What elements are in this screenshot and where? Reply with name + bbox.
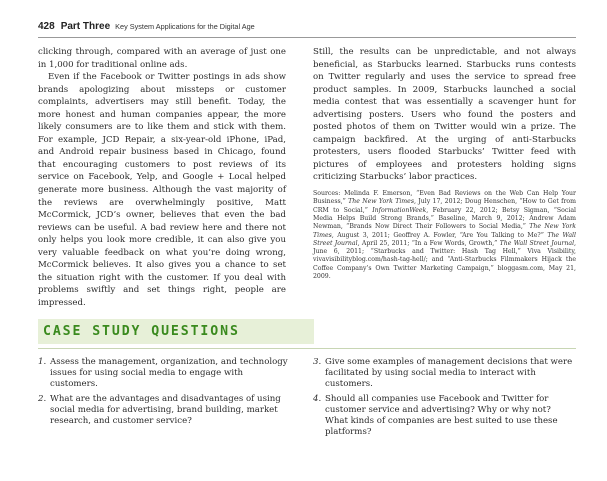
section-title: Key System Applications for the Digital Age: [115, 22, 255, 31]
question-item: [38, 394, 290, 428]
question-text: What are the advantages and disadvantages of using social media for advertising, brand building, market research, and customer service?: [50, 393, 281, 427]
question-text: Assess the management, organization, and technology issues for using social media to engage with customers.: [50, 357, 288, 390]
source-text: June 6, 2011; “Starbucks and Twitter: Hash Tag Hell,” Viva Visibility, vivavisibilityblog.com/hash-tag-hell/; and “Anti-Starbucks Filmmakers Hijack the Coffee Company’s Own Twitter Marketing Campaign,” bloggasm.com, May 21, 2009.: [313, 248, 576, 280]
source-publication: The New York Times,: [313, 223, 576, 239]
question-text: Give some examples of management decisions that were facilitated by using social media to interact with customers.: [325, 357, 573, 390]
source-text: August 3, 2011; Geoffrey A. Fowler, “Are You Talking to Me?”: [337, 231, 544, 239]
right-paragraph: Still, the results can be unpredictable, and not always beneficial, as Starbucks learned. Starbucks runs contests on Twitter regularly and uses the service to spread free product samples. In 2009, Starbucks launched a social media contest that was essentially a scavenger hunt for advertising posters. Users who found the posters and posted photos of them on Twitter would win a prize. The campaign backfired. At the urging of anti-Starbucks protesters, users flooded Starbucks’ Twitter feed with pictures of employees and protesters holding signs criticizing Starbucks’ labor practices.: [313, 47, 576, 183]
page-number: 428: [38, 21, 55, 32]
source-publication: The New York Times,: [348, 198, 416, 206]
question-number: 3.: [313, 357, 322, 367]
source-publication: InformationWeek,: [372, 206, 429, 214]
page-header: [38, 21, 255, 35]
source-text: Melinda F. Emerson, “Even Bad Reviews on the Web Can Help Your Business,”: [313, 190, 577, 206]
sources-label: Sources:: [313, 190, 341, 198]
left-column: [38, 46, 286, 309]
left-paragraph-1: clicking through, compared with an average of just one in 1,000 for traditional online ads.: [38, 47, 286, 70]
case-study-header: [38, 319, 314, 344]
right-column: [313, 46, 576, 281]
questions-right-column: [313, 357, 576, 441]
question-text: Should all companies use Facebook and Twitter for customer service and advertising? Why or why not? What kinds of companies are best suited to use these platforms?: [325, 393, 558, 438]
question-number: 1.: [38, 357, 47, 367]
source-publication: The Wall Street Journal,: [313, 231, 576, 247]
header-rule: [38, 37, 576, 38]
question-number: 4.: [313, 393, 322, 404]
question-item: [38, 357, 290, 391]
question-item: [313, 394, 576, 439]
source-text: July 17, 2012; Doug Henschen, “How to Get from CRM to Social,”: [313, 198, 576, 214]
case-study-rule: [38, 348, 576, 349]
questions-left-column: [38, 357, 290, 430]
question-number: 2.: [38, 393, 47, 404]
left-paragraph-2: Even if the Facebook or Twitter postings in ads show brands apologizing about missteps or customer complaints, advertisers may still benefit. Today, the more honest and human companies appear, the more likely consumers are to like them and stick with them. For example, JCD Repair, a six-year-old iPhone, iPad, and Android repair business based in Chicago, found that encouraging customers to post reviews of its service on Facebook, Yelp, and Google + Local helped generate more business. Although the vast majority of the reviews are overwhelmingly positive, Matt McCormick, JCD’s owner, believes that even the bad reviews can be useful. A bad review here and there not only helps you look more credible, it can also give you very valuable feedback on what you’re doing wrong, McCormick believes. It also gives you a chance to set the situation right with the customer. If you deal with problems swiftly and set things right, people are impressed.: [38, 72, 286, 308]
source-text: February 22, 2012; Betsy Sigman, “Social Media Helps Build Strong Brands,” Baseline, March 9, 2012; Andrew Adam Newman, “Brands Now Direct Their Followers to Social Media,”: [313, 206, 576, 231]
source-text: April 25, 2011; “In a Few Words, Growth,”: [361, 239, 498, 247]
part-title: Part Three: [60, 21, 111, 32]
question-item: [313, 357, 576, 391]
sources-note: [313, 190, 576, 281]
case-study-title: CASE STUDY QUESTIONS: [43, 324, 240, 339]
source-publication: The Wall Street Journal,: [499, 239, 577, 247]
